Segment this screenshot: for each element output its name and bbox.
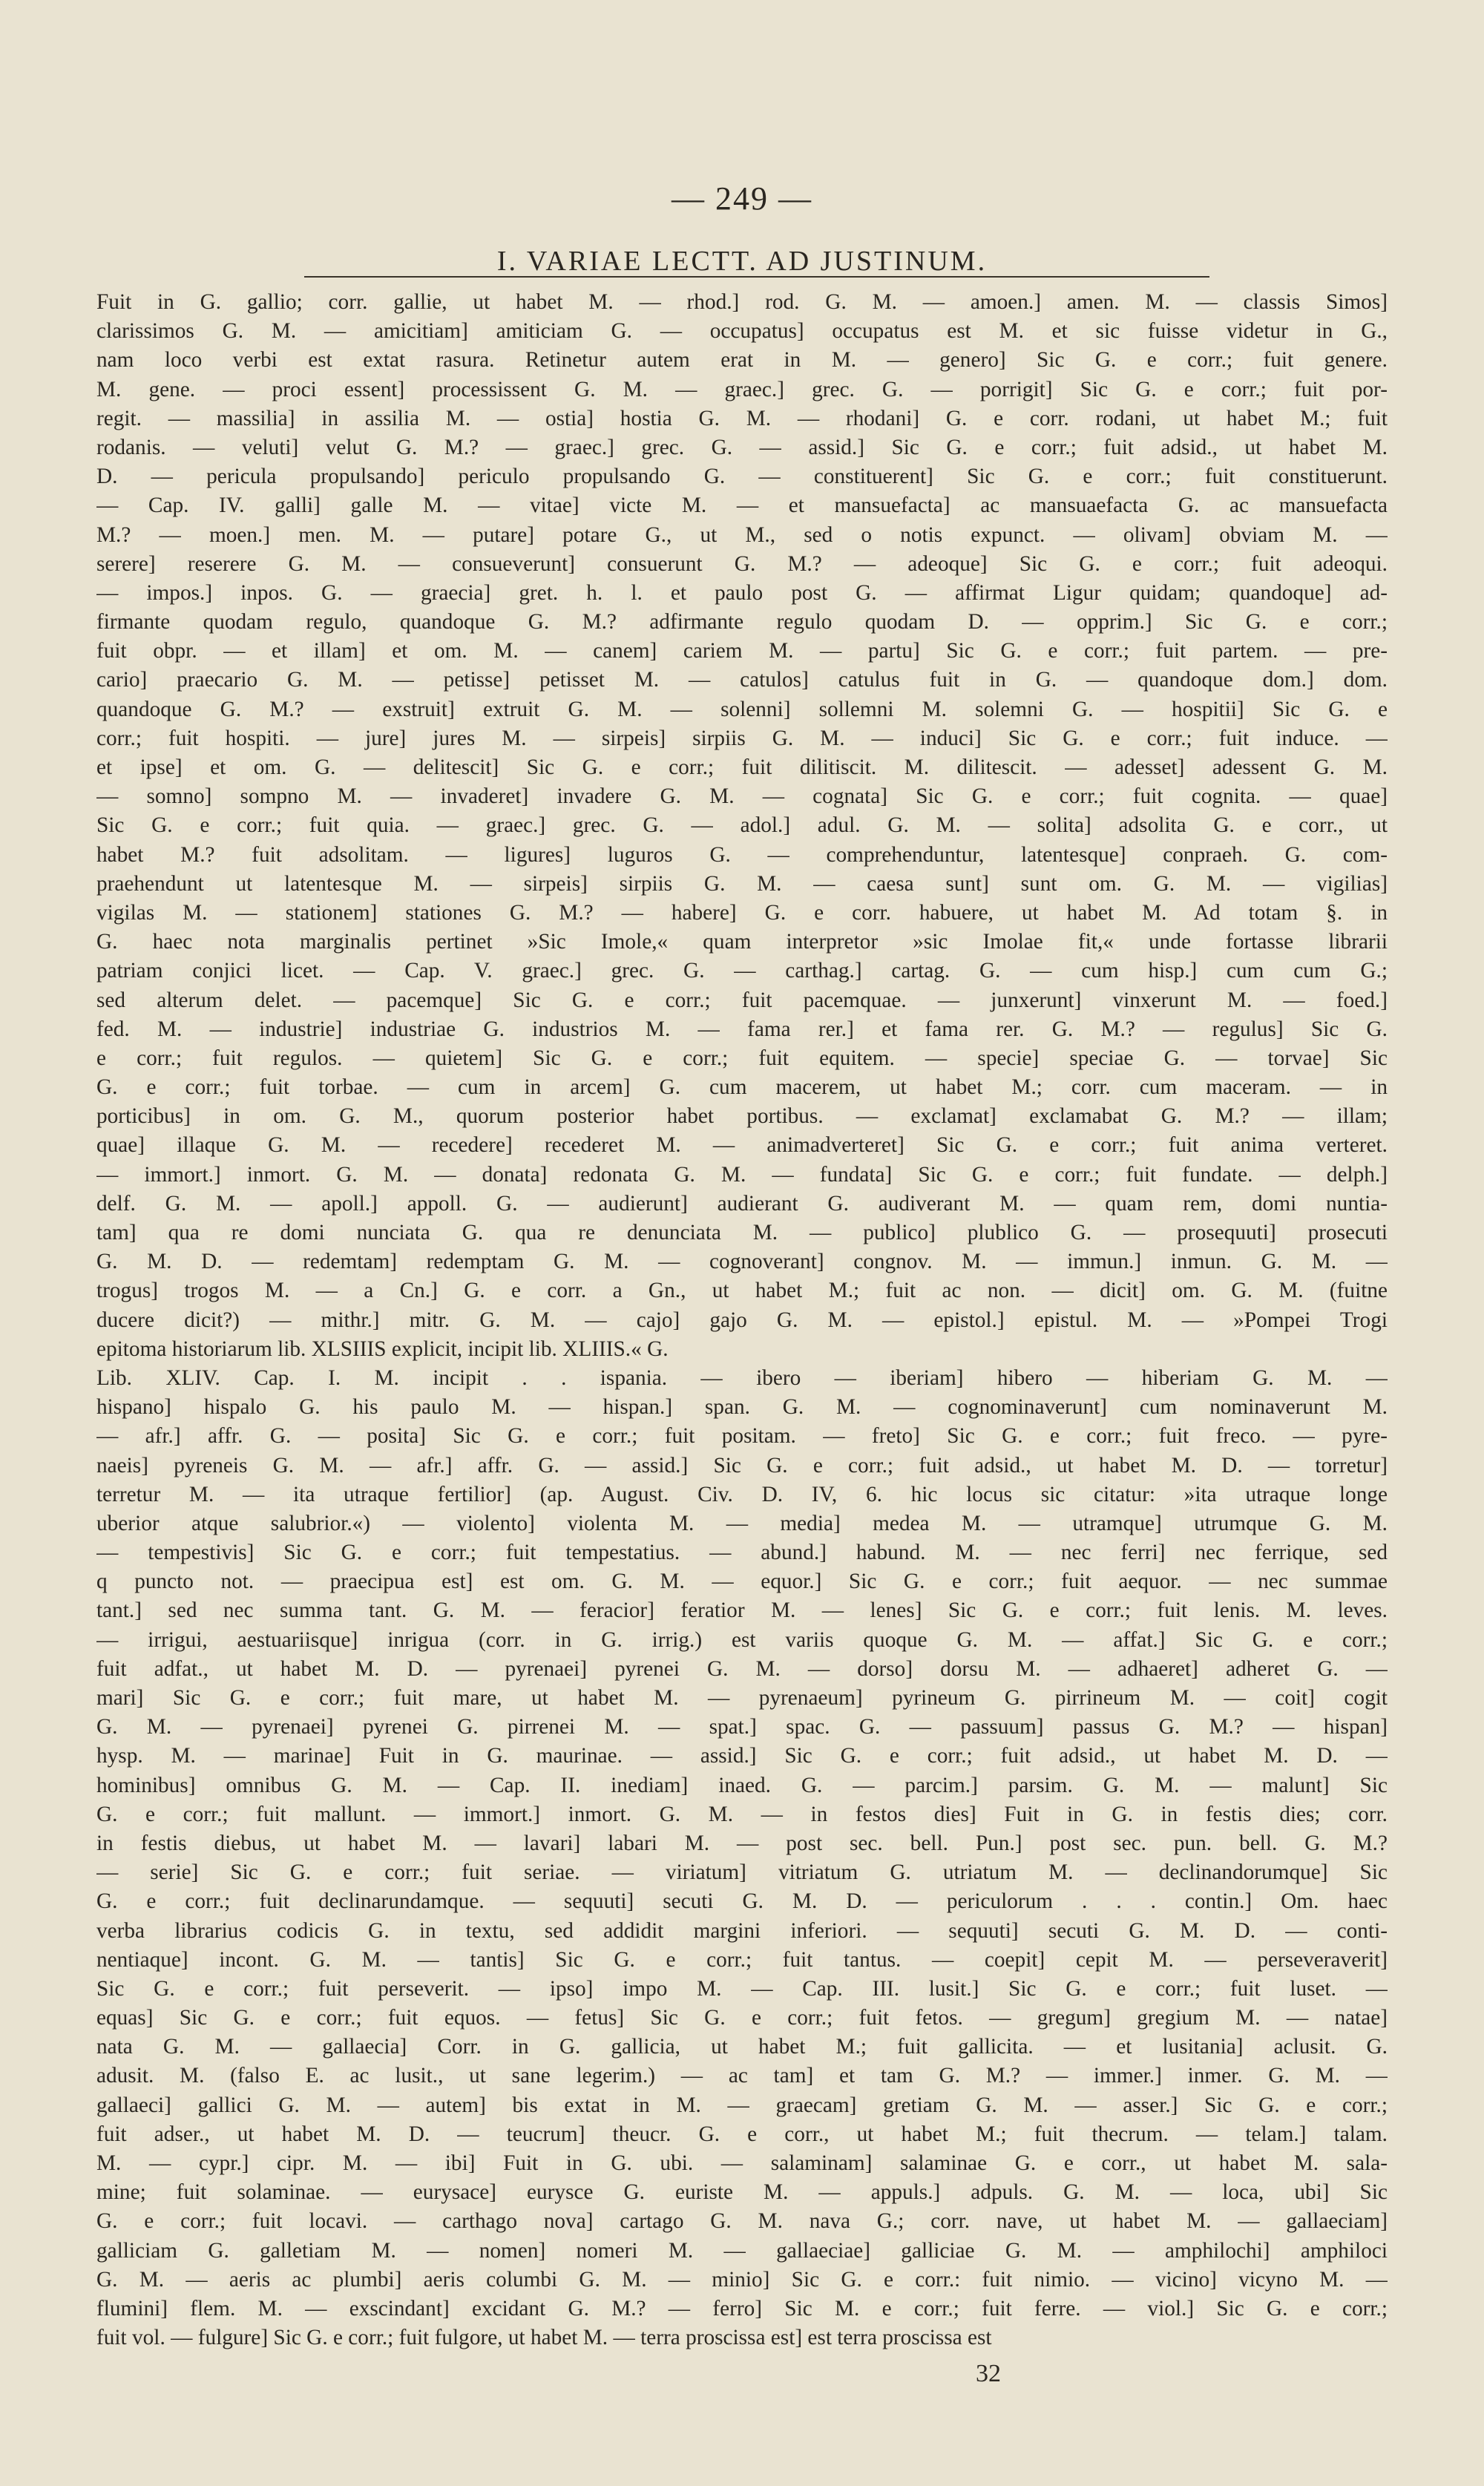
text-line: porticibus] in om. G. M., quorum posterior habet portibus. — exclamat] exclamabat G. M.? — illam; <box>96 1104 1388 1129</box>
text-line: fuit obpr. — et illam] et om. M. — canem] cariem M. — partu] Sic G. e corr.; fuit partem. — pre- <box>96 639 1388 663</box>
text-line: G. e corr.; fuit torbae. — cum in arcem] G. cum macerem, ut habet M.; corr. cum maceram. — in <box>96 1075 1388 1100</box>
text-line: fuit vol. — fulgure] Sic G. e corr.; fuit fulgore, ut habet M. — terra proscissa est] est terra proscissa est <box>96 2326 992 2350</box>
text-line: Lib. XLIV. Cap. I. M. incipit . . ispania. — ibero — iberiam] hibero — hiberiam G. M. — <box>96 1365 1388 1390</box>
text-line: quae] illaque G. M. — recedere] recederet M. — animadverteret] Sic G. e corr.; fuit anima verteret. <box>96 1133 1388 1158</box>
text-line: verba librarius codicis G. in textu, sed addidit margini inferiori. — sequuti] secuti G. M. D. — conti- <box>96 1918 1388 1943</box>
text-line: — Cap. IV. galli] galle M. — vitae] victe M. — et mansuefacta] ac mansuaefacta G. ac mansuefacta <box>96 493 1388 518</box>
text-line: nata G. M. — gallaecia] Corr. in G. gallicia, ut habet M.; fuit gallicita. — et lusitania] aclusit. G. <box>96 2035 1388 2059</box>
text-line: hysp. M. — marinae] Fuit in G. maurinae. — assid.] Sic G. e corr.; fuit adsid., ut habet M. D. — <box>96 1744 1388 1768</box>
text-line: G. e corr.; fuit locavi. — carthago nova] cartago G. M. nava G.; corr. nave, ut habet M. — gallaeciam] <box>96 2209 1388 2234</box>
text-line: Fuit in G. gallio; corr. gallie, ut habet M. — rhod.] rod. G. M. — amoen.] amen. M. — classis Simos] <box>96 290 1388 314</box>
text-line: D. — pericula propulsando] periculo propulsando G. — constituerent] Sic G. e corr.; fuit constituerunt. <box>96 465 1388 489</box>
text-line: — serie] Sic G. e corr.; fuit seriae. — viriatum] vitriatum G. utriatum M. — declinandorumque] Sic <box>96 1860 1388 1885</box>
text-line: M. — cypr.] cipr. M. — ibi] Fuit in G. ubi. — salaminam] salaminae G. e corr., ut habet M. sala- <box>96 2151 1388 2175</box>
body-text <box>96 288 1388 2352</box>
text-line: q puncto not. — praecipua est] est om. G. M. — equor.] Sic G. e corr.; fuit aequor. — nec summae <box>96 1570 1388 1594</box>
text-line: tant.] sed nec summa tant. G. M. — feracior] feratior M. — lenes] Sic G. e corr.; fuit lenis. M. leves. <box>96 1598 1388 1623</box>
text-line: flumini] flem. M. — exscindant] excidant G. M.? — ferro] Sic M. e corr.; fuit ferre. — viol.] Sic G. e corr.; <box>96 2296 1388 2321</box>
text-line: nam loco verbi est extat rasura. Retinetur autem erat in M. — genero] Sic G. e corr.; fuit genere. <box>96 348 1388 373</box>
text-line: adusit. M. (falso E. ac lusit., ut sane legerim.) — ac tam] et tam G. M.? — immer.] inmer. G. M. — <box>96 2064 1388 2088</box>
text-line: equas] Sic G. e corr.; fuit equos. — fetus] Sic G. e corr.; fuit fetos. — gregum] gregium M. — natae] <box>96 2006 1388 2030</box>
text-line: vigilas M. — stationem] stationes G. M.? — habere] G. e corr. habuere, ut habet M. Ad totam §. in <box>96 900 1388 925</box>
text-line: tam] qua re domi nunciata G. qua re denunciata M. — publico] plublico G. — prosequuti] prosecuti <box>96 1221 1388 1244</box>
text-line: fuit adser., ut habet M. D. — teucrum] theucr. G. e corr., ut habet M.; fuit thecrum. — telam.] talam. <box>96 2122 1388 2146</box>
text-line: mari] Sic G. e corr.; fuit mare, ut habet M. — pyrenaeum] pyrineum G. pirrineum M. — coit] cogit <box>96 1686 1388 1710</box>
signature-mark: 32 <box>976 2360 1001 2387</box>
text-line: G. e corr.; fuit declinarundamque. — sequuti] secuti G. M. D. — periculorum . . . contin.] Om. haec <box>96 1889 1388 1914</box>
text-line: cario] praecario G. M. — petisse] petisset M. — catulos] catulus fuit in G. — quandoque dom.] dom. <box>96 668 1388 692</box>
text-line: — immort.] inmort. G. M. — donata] redonata G. M. — fundata] Sic G. e corr.; fuit fundate. — delph.] <box>96 1162 1388 1187</box>
text-line: galliciam G. galletiam M. — nomen] nomeri M. — gallaeciae] galliciae G. M. — amphilochi] amphiloci <box>96 2238 1388 2263</box>
text-line: naeis] pyreneis G. M. — afr.] affr. G. — assid.] Sic G. e corr.; fuit adsid., ut habet M. D. — torretur] <box>96 1453 1388 1478</box>
text-line: — somno] sompno M. — invaderet] invadere G. M. — cognata] Sic G. e corr.; fuit cognita. — quae] <box>96 784 1388 809</box>
text-line: corr.; fuit hospiti. — jure] jures M. — sirpeis] sirpiis G. M. — induci] Sic G. e corr.; fuit induce. — <box>96 726 1388 750</box>
text-line: rodanis. — veluti] velut G. M.? — graec.] grec. G. — assid.] Sic G. e corr.; fuit adsid., ut habet M. <box>96 435 1388 459</box>
text-line: terretur M. — ita utraque fertilior] (ap. August. Civ. D. IV, 6. hic locus sic citatur: »ita utraque longe <box>96 1482 1388 1506</box>
text-line: regit. — massilia] in assilia M. — ostia] hostia G. M. — rhodani] G. e corr. rodani, ut habet M.; fuit <box>96 406 1388 430</box>
text-line: Sic G. e corr.; fuit perseverit. — ipso] impo M. — Cap. III. lusit.] Sic G. e corr.; fuit luset. — <box>96 1976 1388 2001</box>
section-title: I. VARIAE LECTT. AD JUSTINUM. <box>496 246 988 277</box>
text-line: firmante quodam regulo, quandoque G. M.? adfirmante regulo quodam D. — opprim.] Sic G. e corr.; <box>96 610 1388 634</box>
text-line: patriam conjici licet. — Cap. V. graec.] grec. G. — carthag.] cartag. G. — cum hisp.] cum cum G.; <box>96 959 1388 983</box>
text-line: G. M. D. — redemtam] redemptam G. M. — cognoverant] congnov. M. — immun.] inmun. G. M. — <box>96 1250 1388 1274</box>
page-number: — 249 — <box>672 180 812 217</box>
text-line: — irrigui, aestuariisque] inrigua (corr. in G. irrig.) est variis quoque G. M. — affat.] Sic G. e corr.; <box>96 1627 1388 1652</box>
text-line: clarissimos G. M. — amicitiam] amiticiam G. — occupatus] occupatus est M. et sic fuisse videtur in G., <box>96 319 1388 344</box>
text-line: delf. G. M. — apoll.] appoll. G. — audierunt] audierant G. audiverant M. — quam rem, domi nuntia- <box>96 1191 1388 1216</box>
text-line: — tempestivis] Sic G. e corr.; fuit tempestatius. — abund.] habund. M. — nec ferri] nec ferrique, sed <box>96 1541 1388 1565</box>
text-line: — impos.] inpos. G. — graecia] gret. h. l. et paulo post G. — affirmat Ligur quidam; quandoque] ad- <box>96 580 1388 605</box>
text-line: G. M. — aeris ac plumbi] aeris columbi G. M. — minio] Sic G. e corr.: fuit nimio. — vicino] vicyno M. — <box>96 2267 1388 2292</box>
text-line: gallaeci] gallici G. M. — autem] bis extat in M. — graecam] gretiam G. M. — asser.] Sic G. e corr.; <box>96 2093 1388 2117</box>
text-line: — afr.] affr. G. — posita] Sic G. e corr.; fuit positam. — freto] Sic G. e corr.; fuit freco. — pyre- <box>96 1424 1388 1449</box>
text-line: sed alterum delet. — pacemque] Sic G. e corr.; fuit pacemquae. — junxerunt] vinxerunt M. — foed.] <box>96 988 1388 1012</box>
text-line: e corr.; fuit regulos. — quietem] Sic G. e corr.; fuit equitem. — specie] speciae G. — torvae] Sic <box>96 1046 1388 1070</box>
text-line: nentiaque] incont. G. M. — tantis] Sic G. e corr.; fuit tantus. — coepit] cepit M. — perseveraverit] <box>96 1947 1388 1972</box>
text-line: fed. M. — industrie] industriae G. industrios M. — fama rer.] et fama rer. G. M.? — regulus] Sic G. <box>96 1017 1388 1041</box>
text-line: Sic G. e corr.; fuit quia. — graec.] grec. G. — adol.] adul. G. M. — solita] adsolita G. e corr., ut <box>96 813 1388 838</box>
text-line: fuit adfat., ut habet M. D. — pyrenaei] pyrenei G. M. — dorso] dorsu M. — adhaeret] adheret G. — <box>96 1656 1388 1681</box>
text-line: praehendunt ut latentesque M. — sirpeis] sirpiis G. M. — caesa sunt] sunt om. G. M. — vigilias] <box>96 871 1388 896</box>
text-line: G. e corr.; fuit mallunt. — immort.] inmort. G. M. — in festos dies] Fuit in G. in festis dies; corr. <box>96 1802 1388 1826</box>
text-line: quandoque G. M.? — exstruit] extruit G. M. — solenni] sollemni M. solemni G. — hospitii] Sic G. e <box>96 697 1388 721</box>
text-line: M.? — moen.] men. M. — putare] potare G., ut M., sed o notis expunct. — olivam] obviam M. — <box>96 522 1388 547</box>
text-line: et ipse] et om. G. — delitescit] Sic G. e corr.; fuit dilitiscit. M. dilitescit. — adesset] adessent G. M. <box>96 755 1388 779</box>
text-line: G. M. — pyrenaei] pyrenei G. pirrenei M. — spat.] spac. G. — passuum] passus G. M.? — hispan] <box>96 1715 1388 1739</box>
text-line: M. gene. — proci essent] processissent G. M. — graec.] grec. G. — porrigit] Sic G. e corr.; fuit por- <box>96 377 1388 401</box>
text-line: serere] reserere G. M. — consueverunt] consuerunt G. M.? — adeoque] Sic G. e corr.; fuit adeoqui. <box>96 551 1388 576</box>
text-line: uberior atque salubrior.«) — violento] violenta M. — media] medea M. — utramque] utrumque G. M. <box>96 1511 1388 1535</box>
text-line: epitoma historiarum lib. XLSIIIS explicit, incipit lib. XLIIIS.« G. <box>96 1337 669 1361</box>
title-rule <box>304 276 1209 278</box>
text-line: G. haec nota marginalis pertinet »Sic Imole,« quam interpretor »sic Imolae fit,« unde fortasse librarii <box>96 930 1388 954</box>
text-line: hominibus] omnibus G. M. — Cap. II. inediam] inaed. G. — parcim.] parsim. G. M. — malunt] Sic <box>96 1773 1388 1797</box>
text-line: habet M.? fuit adsolitam. — ligures] luguros G. — comprehenduntur, latentesque] conpraeh. G. com- <box>96 842 1388 867</box>
text-line: hispano] hispalo G. his paulo M. — hispan.] span. G. M. — cognominaverunt] cum nominaverunt M. <box>96 1395 1388 1420</box>
text-line: in festis diebus, ut habet M. — lavari] labari M. — post sec. bell. Pun.] post sec. pun. bell. G. M.? <box>96 1831 1388 1855</box>
text-line: ducere dicit?) — mithr.] mitr. G. M. — cajo] gajo G. M. — epistol.] epistul. M. — »Pompei Trogi <box>96 1308 1388 1332</box>
text-line: trogus] trogos M. — a Cn.] G. e corr. a Gn., ut habet M.; fuit ac non. — dicit] om. G. M. (fuitne <box>96 1279 1388 1303</box>
text-line: mine; fuit solaminae. — eurysace] eurysce G. euriste M. — appuls.] adpuls. G. M. — loca, ubi] Sic <box>96 2180 1388 2205</box>
